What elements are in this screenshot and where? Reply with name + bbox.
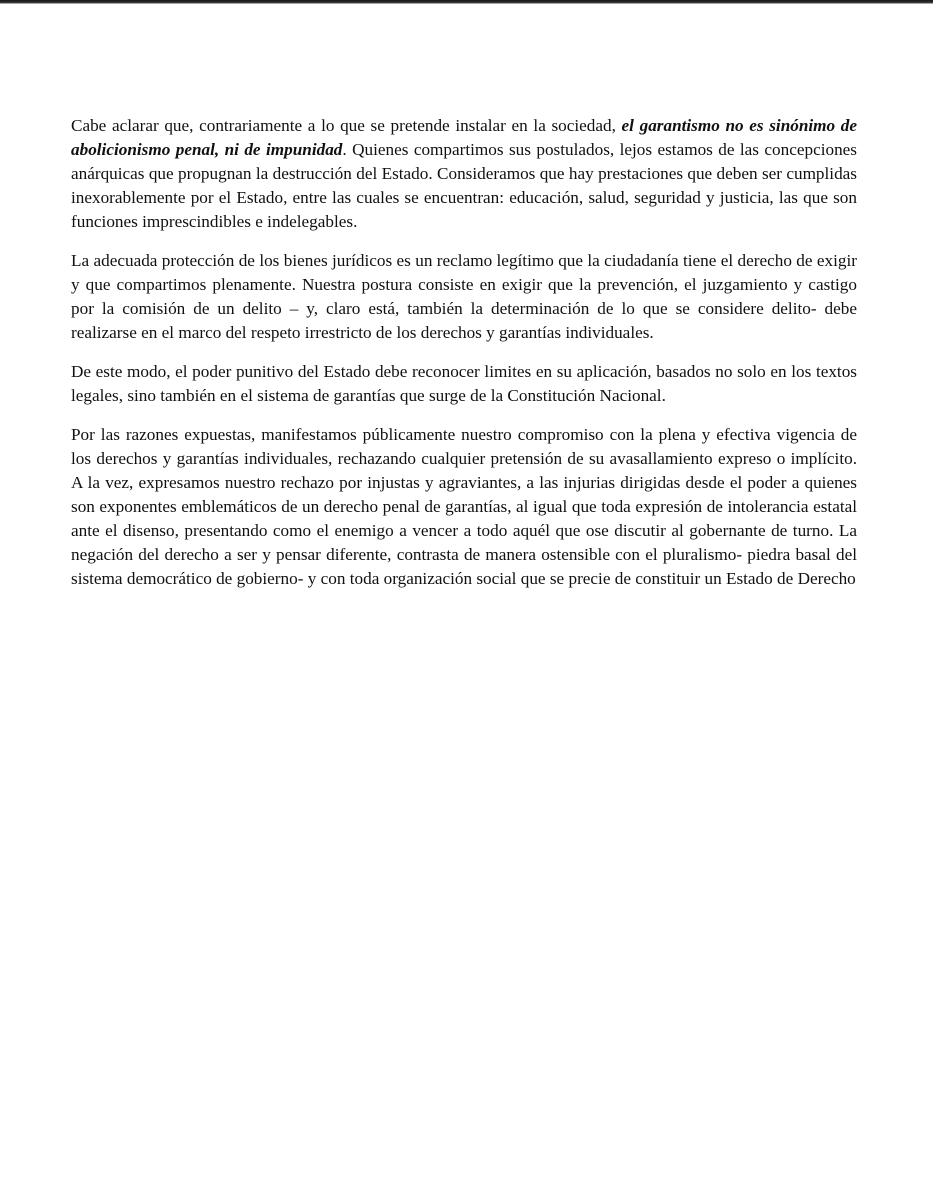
paragraph-1-rest: . Quienes compartimos sus postulados, lejos estamos de las concepciones anárquicas que propugnan la destrucción del Estado. Consideramos que hay prestaciones que deben ser cumplidas inexorablemente por el Estado, entre las cuales se encuentran: educación, salud, seguridad y justicia, las que son funciones imprescindibles e indelegables. <box>71 140 857 231</box>
paragraph-poder-punitivo: De este modo, el poder punitivo del Estado debe reconocer limites en su aplicación, basados no solo en los textos legales, sino también en el sistema de garantías que surge de la Constitución Nacional. <box>71 362 857 405</box>
paragraph-garantismo <box>71 114 857 234</box>
paragraph-compromiso: Por las razones expuestas, manifestamos públicamente nuestro compromiso con la plena y efectiva vigencia de los derechos y garantías individuales, rechazando cualquier pretensión de su avasallamiento expreso o implícito. A la vez, expresamos nuestro rechazo por injustas y agraviantes, a las injurias dirigidas desde el poder a quienes son exponentes emblemáticos de un derecho penal de garantías, al igual que toda expresión de intolerancia estatal ante el disenso, presentando como el enemigo a vencer a todo aquél que ose discutir al gobernante de turno. La negación del derecho a ser y pensar diferente, contrasta de manera ostensible con el pluralismo- piedra basal del sistema democrático de gobierno- y con toda organización social que se precie de constituir un Estado de Derecho <box>71 425 857 588</box>
paragraph-1-intro: Cabe aclarar que, contrariamente a lo que se pretende instalar en la sociedad, <box>71 116 622 135</box>
document-page <box>71 114 857 606</box>
paragraph-bienes-juridicos: La adecuada protección de los bienes jurídicos es un reclamo legítimo que la ciudadanía tiene el derecho de exigir y que compartimos plenamente. Nuestra postura consiste en exigir que la prevención, el juzgamiento y castigo por la comisión de un delito – y, claro está, también la determinación de lo que se considere delito- debe realizarse en el marco del respeto irrestricto de los derechos y garantías individuales. <box>71 251 857 342</box>
top-edge-border <box>0 0 933 4</box>
paragraph-1-emphasis: el garantismo no es sinónimo de abolicionismo penal, ni de impunidad <box>71 116 858 159</box>
